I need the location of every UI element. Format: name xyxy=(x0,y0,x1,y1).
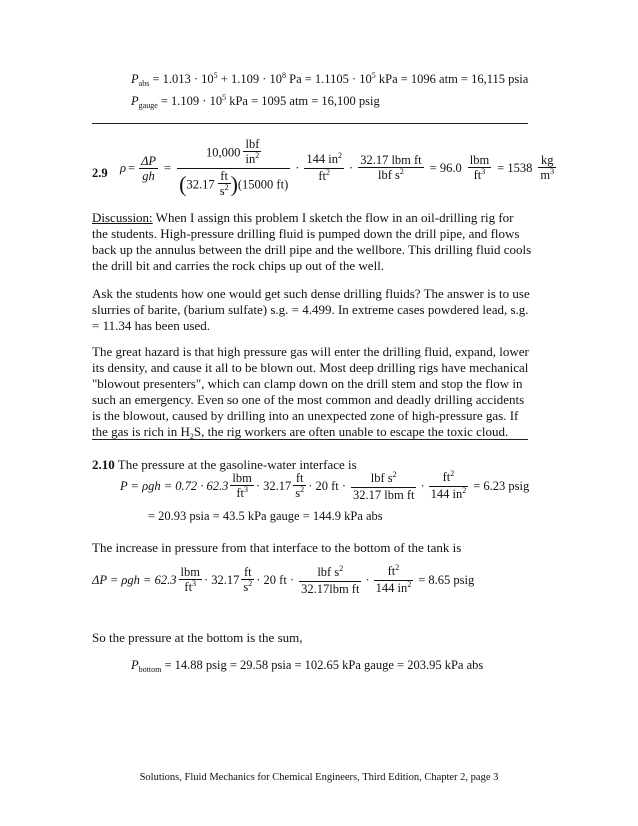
discussion-paragraph-2: Ask the students how one would get such dense drilling fluids? The answer is to use slurries of barite, (barium sulfate) s.g. = 4.499. In extreme cases powdered lead, s.g. = 11.34 has been used. xyxy=(92,286,530,333)
pbottom-subscript: bottom xyxy=(138,665,162,674)
problem-2-9-equation: ρ = $\frac{\Delta P}{gh}$ = 10,000 $\frac{\text{lbf}}{in^2}$ (32.17 $\frac{ft}{s^2}$ )(15000 ft) · $\frac{144 in^2}{ft^2}$ · $\frac{\text{32.17 lbm ft}}{lbf s^2}$ = 96.0 $\frac{\text{lbm}}{ft^3}$ = 1538 $\frac{kg}{m^3}$ xyxy=(120,136,555,198)
kg-m3-fraction: $\frac{kg}{m^3}$ xyxy=(540,152,555,182)
pgauge-equation: $P_{gauge} = 1.109 \cdot 10^5$ kPa = 1095 atm = 16,100 psig xyxy=(131,93,380,110)
pabs-equation: $P_{abs} = 1.013 \cdot 10^5 + 1.109 \cdot 10^8$ $Pa = 1.1105 \cdot 10^5$ kPa = 1096 atm = 16,115 psia xyxy=(131,71,529,88)
page-footer: Solutions, Fluid Mechanics for Chemical Engineers, Third Edition, Chapter 2, page 3 xyxy=(139,772,499,783)
divider-2 xyxy=(92,439,528,440)
pbottom-symbol: P xyxy=(131,658,139,672)
problem-2-10-intro: 2.10 The pressure at the gasoline-water interface is xyxy=(92,457,357,472)
main-fraction: 10,000 $\frac{\text{lbf}}{in^2}$ (32.17 $\frac{ft}{s^2}$ )(15000 ft) xyxy=(179,136,289,198)
problem-2-10-equation-a-continued: = 20.93 psia = 43.5 kPa gauge = 144.9 kPa abs xyxy=(148,509,383,523)
problem-2-10-equation-b: ΔP = ρgh = 62.3 $\frac{\text{lbm}}{ft^3}$ · 32.17 $\frac{ft}{s^2}$ · 20 ft · $\frac{lbf s^2}{\text{32.17lbm ft}}$ · $\frac{ft^2}{144 in^2}$ = 8.65 psig xyxy=(92,562,475,596)
dp-over-gh-fraction: $\frac{\Delta P}{gh}$ xyxy=(141,153,157,183)
divider-1 xyxy=(92,123,528,124)
problem-2-10-number: 2.10 xyxy=(92,457,115,472)
pgauge-subscript: gauge xyxy=(138,101,158,110)
discussion-label: Discussion: xyxy=(92,210,153,225)
sum-text: So the pressure at the bottom is the sum, xyxy=(92,630,303,645)
problem-2-9-number: 2.9 xyxy=(92,166,108,180)
problem-2-10-equation-a: P = ρgh = 0.72 · 62.3 $\frac{\text{lbm}}{ft^3}$ · 32.17 $\frac{ft}{s^2}$ · 20 ft · $\frac{lbf s^2}{\text{32.17 lbm ft}}$ · $\frac{ft^2}{144 in^2}$ = 6.23 psig xyxy=(120,468,530,502)
in2-ft2-fraction: $\frac{144 in^2}{ft^2}$ xyxy=(306,150,343,183)
pgauge-symbol: P xyxy=(131,94,139,108)
discussion-paragraph-3: The great hazard is that high pressure gas will enter the drilling fluid, expand, lower its density, and cause it all to be blown out. Most deep drilling rigs have mechanical "blowout presenters", which can clamp down on the drill stem and stop the flow in such an emergency. Even so one of the most common and deadly drilling accidents is the blowout, caused by drilling into an unexpected zone of high-pressure gas. If the gas is rich in $H_2S$, the rig workers are often unable to escape the toxic cloud. xyxy=(92,344,529,441)
lbm-ft3-fraction: $\frac{\text{lbm}}{ft^3}$ xyxy=(469,152,490,182)
increase-text: The increase in pressure from that interface to the bottom of the tank is xyxy=(92,540,462,555)
discussion-paragraph-1: Discussion: When I assign this problem I sketch the flow in an oil-drilling rig for the students. High-pressure drilling fluid is pumped down the drill pipe, and flows back up the annulus between the drill pipe and the wellbore. This drilling fluid cools the drill bit and carries the rock chips up out of the well. xyxy=(92,210,532,273)
pabs-subscript: abs xyxy=(138,79,150,88)
pbottom-equation: $P_{bottom} = 14.88$ psig = 29.58 psia = 102.65 kPa gauge = 203.95 kPa abs xyxy=(131,658,484,674)
gc-fraction: $\frac{\text{32.17 lbm ft}}{lbf s^2}$ xyxy=(360,152,422,182)
rho-symbol: ρ xyxy=(120,160,126,175)
pabs-symbol: P xyxy=(131,72,139,86)
